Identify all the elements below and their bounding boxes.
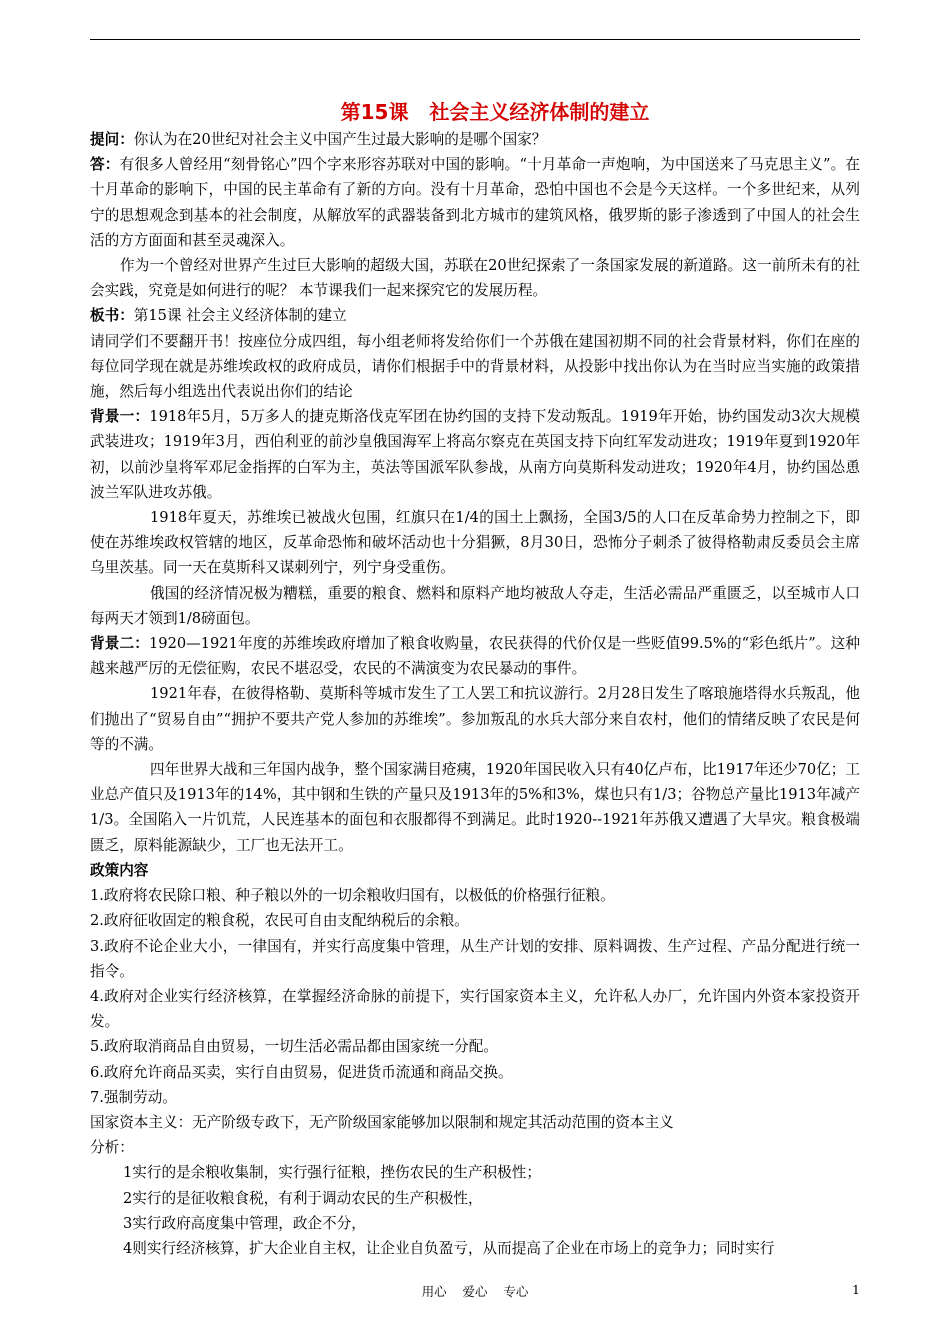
policy-item: 1.政府将农民除口粮、种子粮以外的一切余粮收归国有，以极低的价格强行征粮。 [90, 887, 615, 905]
background-two-paragraph [90, 631, 860, 681]
policy-item: 4.政府对企业实行经济核算，在掌握经济命脉的前提下，实行国家资本主义，允许私人办厂，允许国内外资本家投资开发。 [90, 987, 860, 1031]
header-rule [90, 39, 860, 40]
board-label: 板书： [90, 307, 134, 325]
page-footer [0, 1282, 950, 1302]
state-capitalism-definition: 国家资本主义：无产阶级专政下，无产阶级国家能够加以限制和规定其活动范围的资本主义 [90, 1113, 674, 1131]
policy-item: 6.政府允许商品买卖，实行自由贸易，促进货币流通和商品交换。 [90, 1063, 513, 1081]
answer-label: 答： [90, 156, 120, 174]
document-body [90, 97, 860, 1261]
question-text: 你认为在20世纪对社会主义中国产生过最大影响的是哪个国家？ [133, 131, 547, 148]
analysis-item: 4则实行经济核算，扩大企业自主权，让企业自负盈亏，从而提高了企业在市场上的竞争力；同时实行 [123, 1239, 775, 1257]
policy-heading-text: 政策内容 [90, 861, 149, 879]
lesson-name: 社会主义经济体制的建立 [429, 100, 650, 124]
policy-item: 5.政府取消商品自由贸易，一切生活必需品都由国家统一分配。 [90, 1038, 498, 1056]
background-two-paragraph-2: 1921年春，在彼得格勒、莫斯科等城市发生了工人罢工和抗议游行。2月28日发生了喀琅施塔得水兵叛乱，他们抛出了“贸易自由”“拥护不要共产党人参加的苏维埃”。参加叛乱的水兵大部分来自农村，他们的情绪反映了农民是何等的不满。 [90, 685, 860, 753]
page-title [130, 97, 860, 127]
board-text: 第15课 社会主义经济体制的建立 [133, 307, 347, 325]
background-one-paragraph-2: 1918年夏天，苏维埃已被战火包围，红旗只在1/4的国土上飘扬，全国3/5的人口在反革命势力控制之下，即使在苏维埃政权管辖的地区，反革命恐怖和破坏活动也十分猖獗，8月30日，恐怖分子刺杀了彼得格勒肃反委员会主席乌里茨基。同一天在莫斯科又谋刺列宁，列宁身受重伤。 [90, 509, 860, 577]
analysis-item: 3实行政府高度集中管理，政企不分， [123, 1214, 366, 1232]
question-paragraph [90, 127, 860, 152]
answer-text: 有很多人曾经用“刻骨铭心”四个字来形容苏联对中国的影响。“十月革命一声炮响，为中国送来了马克思主义”。在十月革命的影响下，中国的民主革命有了新的方向。没有十月革命，恐怕中国也不会是今天这样。一个多世纪来，从列宁的思想观念到基本的社会制度，从解放军的武器装备到北方城市的建筑风格，俄罗斯的影子渗透到了中国人的社会生活的方方面面和甚至灵魂深入。 [90, 156, 860, 249]
analysis-item: 2实行的是征收粮食税，有利于调动农民的生产积极性， [123, 1189, 483, 1207]
background-two-paragraph-3: 四年世界大战和三年国内战争，整个国家满目疮痍，1920年国民收入只有40亿卢布，比1917年还少70亿；工业总产值只及1913年的14%，其中钢和生铁的产量只及1913年的5%和3%，煤也只有1/3；谷物总产量比1913年减产1/3。全国陷入一片饥荒，人民连基本的面包和衣服都得不到满足。此时1920--1921年苏俄又遭遇了大旱灾。粮食极端匮乏，原料能源缺少，工厂也无法开工。 [90, 761, 860, 854]
footer-motto: 用心 爱心 专心 [421, 1284, 529, 1299]
policy-item: 3.政府不论企业大小，一律国有，并实行高度集中管理，从生产计划的安排、原料调拨、生产过程、产品分配进行统一指令。 [90, 937, 860, 980]
background-one-text: 1918年5月，5万多人的捷克斯洛伐克军团在协约国的支持下发动叛乱。1919年开始，协约国发动3次大规模武装进攻；1919年3月，西伯利亚的前沙皇俄国海军上将高尔察克在英国支持下向红军发动进攻；1919年夏到1920年初，以前沙皇将军邓尼金指挥的白军为主，英法等国派军队参战，从南方向莫斯科发动进攻；1920年4月，协约国怂恿波兰军队进攻苏俄。 [90, 408, 860, 501]
background-two-label: 背景二： [90, 635, 149, 653]
policy-item: 2.政府征收固定的粮食税，农民可自由支配纳税后的余粮。 [90, 912, 469, 930]
background-two-text: 1920—1921年度的苏维埃政府增加了粮食收购量，农民获得的代价仅是一些贬值99.5%的“彩色纸片”。这种越来越严厉的无偿征购，农民不堪忍受，农民的不满演变为农民暴动的事件。 [90, 635, 860, 678]
policy-heading [90, 858, 860, 883]
background-one-paragraph [90, 404, 860, 505]
policy-item: 7.强制劳动。 [90, 1088, 177, 1106]
intro-paragraph: 作为一个曾经对世界产生过巨大影响的超级大国，苏联在20世纪探索了一条国家发展的新道路。这一前所未有的社会实践，究竟是如何进行的呢？ 本节课我们一起来探究它的发展历程。 [90, 257, 860, 300]
board-paragraph [90, 303, 860, 328]
lesson-number: 第15课 [340, 100, 409, 124]
analysis-item: 1实行的是余粮收集制，实行强行征粮，挫伤农民的生产积极性； [123, 1164, 541, 1182]
question-label: 提问： [90, 131, 134, 148]
background-one-label: 背景一： [90, 408, 150, 426]
instruction-paragraph: 请同学们不要翻开书！按座位分成四组，每小组老师将发给你们一个苏俄在建国初期不同的社会背景材料，你们在座的每位同学现在就是苏维埃政权的政府成员，请你们根据手中的背景材料，从投影中找出你认为在当时应当实施的政策措施，然后每小组选出代表说出你们的结论 [90, 332, 860, 401]
analysis-label: 分析： [90, 1139, 134, 1157]
answer-paragraph [90, 152, 860, 253]
background-one-paragraph-3: 俄国的经济情况极为糟糕，重要的粮食、燃料和原料产地均被敌人夺走，生活必需品严重匮乏，以至城市人口每两天才领到1/8磅面包。 [90, 584, 860, 627]
page-number: 1 [852, 1282, 860, 1297]
